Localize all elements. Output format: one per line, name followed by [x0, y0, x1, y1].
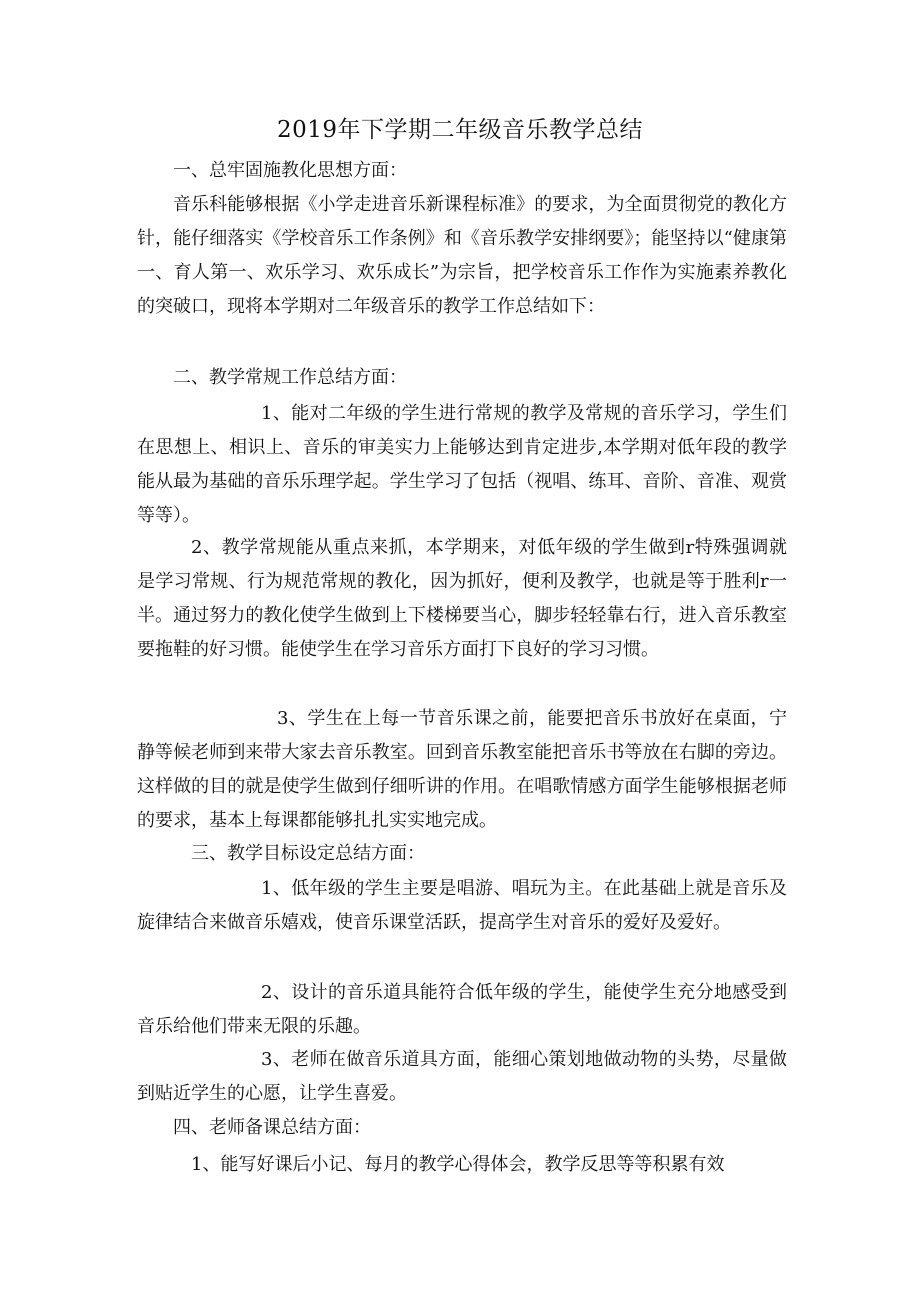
- section-3-item-3: 3、老师在做音乐道具方面，能细心策划地做动物的头势，尽量做到贴近学生的心愿，让学生喜爱。: [137, 1049, 787, 1104]
- section-2-item-2: 2、教学常规能从重点来抓，本学期来，对低年级的学生做到r特殊强调就是学习常规、行为规范常规的教化，因为抓好，便利及教学，也就是等于胜利r一半。通过努力的教化使学生做到上下楼梯要当心，脚步轻轻靠右行，进入音乐教室要拖鞋的好习惯。能使学生在学习音乐方面打下良好的学习习惯。: [137, 537, 787, 660]
- section-2-item-1: 1、能对二年级的学生进行常规的教学及常规的音乐学习，学生们在思想上、相识上、音乐的审美实力上能够达到肯定进步,本学期对低年段的教学能从最为基础的音乐乐理学起。学生学习了包括（视唱、练耳、音阶、音准、观赏等等）。: [137, 403, 787, 526]
- section-1-paragraph: 音乐科能够根据《小学走进音乐新课程标准》的要求，为全面贯彻党的教化方针，能仔细落实《学校音乐工作条例》和《音乐教学安排纲要》；能坚持以“健康第一、育人第一、欢乐学习、欢乐成长”为宗旨，把学校音乐工作作为实施素养教化的突破口，现将本学期对二年级音乐的教学工作总结如下：: [137, 194, 787, 317]
- document-title: 2019年下学期二年级音乐教学总结: [276, 117, 644, 143]
- section-3-item-2: 2、设计的音乐道具能符合低年级的学生，能使学生充分地感受到音乐给他们带来无限的乐趣。: [137, 982, 787, 1037]
- section-4-item-1: 1、能写好课后小记、每月的教学心得体会，教学反思等等积累有效: [191, 1154, 725, 1175]
- section-1-heading: 一、总牢固施教化思想方面：: [173, 160, 407, 181]
- section-3-item-1: 1、低年级的学生主要是唱游、唱玩为主。在此基础上就是音乐及旋律结合来做音乐嬉戏，使音乐课堂活跃，提高学生对音乐的爱好及爱好。: [137, 878, 787, 933]
- section-2-heading: 二、教学常规工作总结方面：: [173, 367, 407, 388]
- section-3-heading: 三、教学目标设定总结方面：: [191, 843, 425, 864]
- section-4-heading: 四、老师备课总结方面：: [173, 1117, 371, 1138]
- section-2-item-3: 3、学生在上每一节音乐课之前，能要把音乐书放好在桌面，宁静等候老师到来带大家去音乐教室。回到音乐教室能把音乐书等放在右脚的旁边。这样做的目的就是使学生做到仔细听讲的作用。在唱歌情感方面学生能够根据老师的要求，基本上每课都能够扎扎实实地完成。: [137, 708, 787, 831]
